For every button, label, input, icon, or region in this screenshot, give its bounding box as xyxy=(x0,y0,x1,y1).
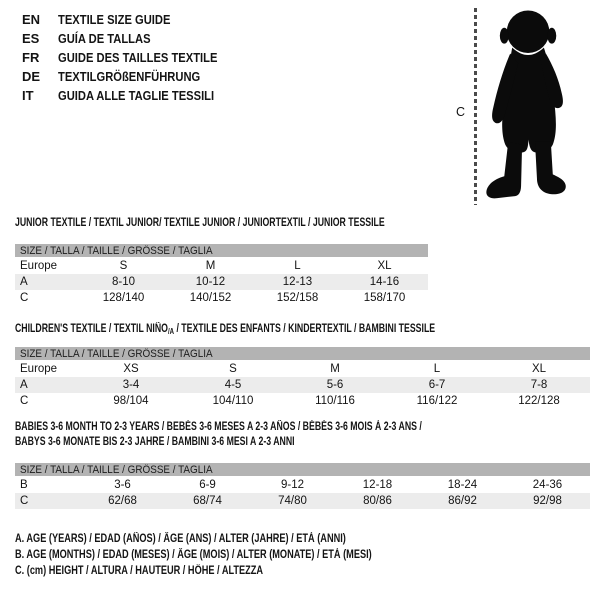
size-cell: L xyxy=(294,260,301,272)
table-row xyxy=(15,477,590,493)
baby-silhouette xyxy=(483,8,581,206)
row-label: C xyxy=(20,395,29,407)
table-row xyxy=(15,377,590,393)
size-cell: 5-6 xyxy=(326,379,344,391)
size-cell: M xyxy=(205,260,216,272)
size-cell: 116/122 xyxy=(416,395,458,407)
height-measure-label: C xyxy=(456,105,466,119)
table-row xyxy=(15,274,428,290)
size-cell: 104/110 xyxy=(212,395,254,407)
junior-table-title: JUNIOR TEXTILE / TEXTIL JUNIOR/ TEXTILE JUNIOR / JUNIORTEXTIL / JUNIOR TESSILE xyxy=(15,217,385,229)
junior-table xyxy=(15,244,428,306)
size-cell: 86/92 xyxy=(448,495,477,507)
table-row xyxy=(15,493,590,509)
row-label: B xyxy=(20,479,28,491)
size-cell: 6-9 xyxy=(199,479,216,491)
size-cell: XS xyxy=(123,363,139,375)
babies-table-title: BABIES 3-6 MONTH TO 2-3 YEARS / BEBÉS 3-6 MESES A 2-3 AÑOS / BÉBÉS 3-6 MOIS À 2-3 ANS / BABYS 3-6 MONATE BIS 2-3 JAHRE / BAMBINI 3-6 MESI A 2-3 ANNI xyxy=(15,421,422,448)
size-cell: 122/128 xyxy=(518,395,560,407)
size-cell: 12-13 xyxy=(282,276,313,288)
size-header-label: SIZE / TALLA / TAILLE / GRÖSSE / TAGLIA xyxy=(20,463,213,476)
size-header-label: SIZE / TALLA / TAILLE / GRÖSSE / TAGLIA xyxy=(20,347,213,360)
size-cell: 6-7 xyxy=(428,379,446,391)
silhouette-leg-right xyxy=(535,142,566,195)
language-title: GUIDA ALLE TAGLIE TESSILI xyxy=(58,88,215,103)
size-cell: S xyxy=(119,260,128,272)
language-title: GUIDE DES TAILLES TEXTILE xyxy=(58,50,218,65)
size-cell: M xyxy=(330,363,340,375)
size-cell: 10-12 xyxy=(195,276,226,288)
silhouette-head xyxy=(507,10,550,53)
language-row xyxy=(22,10,243,29)
children-table xyxy=(15,347,590,409)
note-a: A. AGE (YEARS) / EDAD (AÑOS) / ÂGE (ANS) / ALTER (JAHRE) / ETÀ (ANNI) xyxy=(15,533,346,545)
row-label: C xyxy=(20,292,29,304)
size-cell: 68/74 xyxy=(193,495,222,507)
language-title: GUÍA DE TALLAS xyxy=(58,31,151,46)
size-cell: 7-8 xyxy=(530,379,548,391)
size-cell: 80/86 xyxy=(363,495,392,507)
table-row xyxy=(15,290,428,306)
size-cell: 14-16 xyxy=(369,276,400,288)
size-header-label: SIZE / TALLA / TAILLE / GRÖSSE / TAGLIA xyxy=(20,244,213,257)
table-row xyxy=(15,361,590,377)
size-cell: 8-10 xyxy=(111,276,136,288)
height-dotted-line xyxy=(474,8,477,205)
silhouette-ear-left xyxy=(500,28,509,44)
language-code: ES xyxy=(22,31,40,46)
language-title: TEXTILGRÖßENFÜHRUNG xyxy=(58,69,201,84)
language-title: TEXTILE SIZE GUIDE xyxy=(58,12,171,27)
size-cell: 18-24 xyxy=(447,479,478,491)
language-code: EN xyxy=(22,12,41,27)
silhouette-leg-left xyxy=(486,142,522,199)
language-row xyxy=(22,48,243,67)
size-cell: 12-18 xyxy=(362,479,393,491)
babies-table xyxy=(15,463,590,509)
title-subscript: /A xyxy=(167,327,175,336)
row-label: A xyxy=(20,276,28,288)
size-cell: 98/104 xyxy=(113,395,149,407)
row-label: Europe xyxy=(20,363,58,375)
size-cell: 74/80 xyxy=(278,495,307,507)
language-row xyxy=(22,29,243,48)
size-cell: XL xyxy=(377,260,392,272)
size-cell: 62/68 xyxy=(108,495,137,507)
language-row xyxy=(22,67,243,86)
size-cell: 128/140 xyxy=(102,292,145,304)
size-cell: 24-36 xyxy=(532,479,563,491)
note-b: B. AGE (MONTHS) / EDAD (MESES) / ÂGE (MOIS) / ALTER (MONATE) / ETÀ (MESI) xyxy=(15,549,372,561)
size-cell: 92/98 xyxy=(533,495,562,507)
size-header-bar xyxy=(15,244,428,257)
language-row xyxy=(22,86,243,105)
silhouette-ear-right xyxy=(547,28,556,44)
language-code: IT xyxy=(22,88,34,103)
size-cell: 3-6 xyxy=(114,479,131,491)
row-label: Europe xyxy=(20,260,58,272)
legend-notes xyxy=(15,533,461,581)
table-row xyxy=(15,393,590,409)
size-cell: S xyxy=(229,363,237,375)
size-cell: 152/158 xyxy=(276,292,319,304)
row-label: C xyxy=(20,495,29,507)
table-row xyxy=(15,258,428,274)
size-cell: 110/116 xyxy=(315,395,355,407)
size-cell: 4-5 xyxy=(224,379,242,391)
size-cell: 9-12 xyxy=(280,479,305,491)
size-cell: 158/170 xyxy=(363,292,406,304)
size-header-bar xyxy=(15,463,590,476)
children-table-title: CHILDREN'S TEXTILE / TEXTIL NIÑO/A / TEXTILE DES ENFANTS / KINDERTEXTIL / BAMBINI TESSILE xyxy=(15,323,436,336)
size-cell: L xyxy=(433,363,441,375)
note-c: C. (cm) HEIGHT / ALTURA / HAUTEUR / HÖHE / ALTEZZA xyxy=(15,565,264,577)
row-label: A xyxy=(20,379,28,391)
language-code: FR xyxy=(22,50,40,65)
size-cell: XL xyxy=(531,363,547,375)
size-cell: 140/152 xyxy=(189,292,232,304)
language-code: DE xyxy=(22,69,41,84)
language-list xyxy=(22,10,243,105)
size-header-bar xyxy=(15,347,590,360)
size-cell: 3-4 xyxy=(122,379,140,391)
